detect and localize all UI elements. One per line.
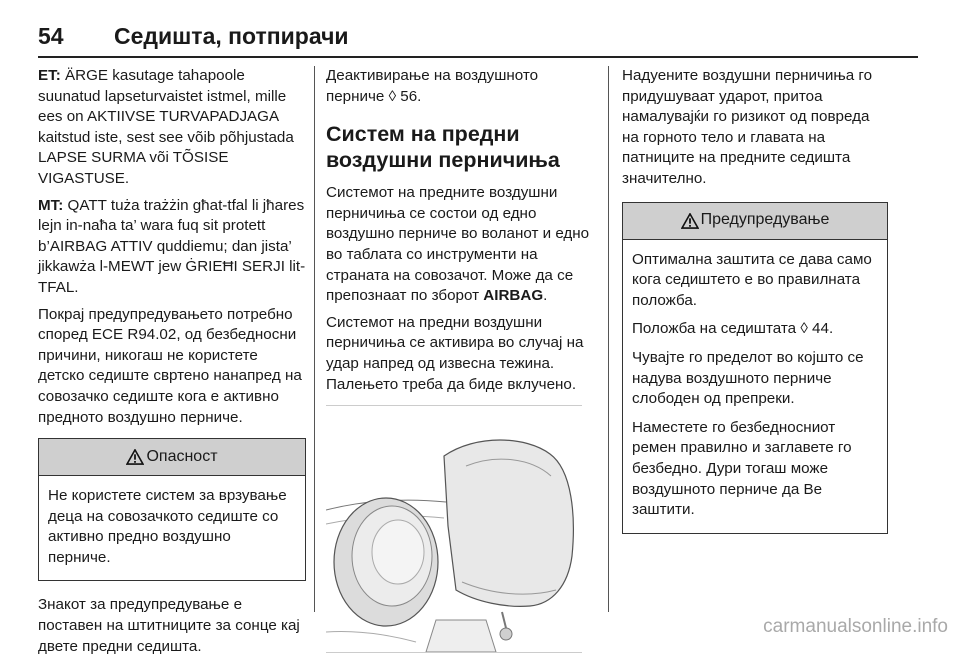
maltese-warning <box>38 196 306 299</box>
inflation-paragraph: Надуените воздушни перничиња го придушуваат ударот, притоа намалувајќи го ризикот од повреда на горното тело и главата на патниците на предните седишта значително. <box>622 67 873 187</box>
ece-paragraph: Покрај предупредувањето потребно според ECE R94.02, од безбедносни причини, никогаш не користете детско седиште свртено нанапред на совозачко седиште кога е активно предното воздушно перниче. <box>38 305 302 426</box>
danger-box-text: Не користете систем за врзување деца на совозачкото седиште со активно предно воздушно перниче. <box>48 487 287 566</box>
watermark: carmanualsonline.info <box>763 616 948 637</box>
lang-code-mt: MT: <box>38 196 64 214</box>
mt-text: QATT tuża trażżin għat-tfal li jħares lejn in-naħa ta’ wara fuq sit protett b’AIRBAG ATTIV quddiemu; dan jista’ jikkawża l-MEWT jew ĠRIEĦI SERJI lit-TFAL. <box>38 196 306 296</box>
column-right <box>622 66 888 548</box>
estonian-warning <box>38 66 306 190</box>
warning-triangle-icon <box>681 213 699 229</box>
danger-box-title: Опасност <box>146 447 218 465</box>
et-text: ÄRGE kasutage tahapoole suunatud lapseturvaistet istmel, mille ees on AKTIIVSE TURVAPADJAGA kaitstud iste, sest see võib põhjustada LAPSE SURMA või TÕSISE VIGASTUSE. <box>38 67 294 187</box>
page-number: 54 <box>38 23 64 49</box>
airbag-drawing <box>326 406 582 652</box>
warning-box-title: Предупредување <box>700 211 830 229</box>
warning-box <box>622 202 888 534</box>
danger-box-header <box>39 439 305 476</box>
column-divider <box>608 66 609 612</box>
airbag-activation-paragraph: Системот на предни воздушни перничиња се активира во случај на удар напред од извесна тежина. Палењето треба да биде вклучено. <box>326 313 584 393</box>
warning-box-header <box>623 203 887 240</box>
sun-visor-paragraph: Знакот за предупредување е поставен на штитниците за сонце кај двете предни седишта. <box>38 596 300 655</box>
airbag-word: AIRBAG <box>483 287 544 305</box>
airbag-illustration <box>326 405 582 653</box>
column-middle <box>326 66 594 653</box>
warning-text-1: Оптимална заштита се дава само кога седиштето е во правилната положба. <box>632 250 872 309</box>
section-heading: Систем на предни воздушни перничиња <box>326 122 560 173</box>
warning-text-2: Положба на седиштата ◊ 44. <box>632 320 834 338</box>
airbag-system-description: Системот на предните воздушни перничиња се состои од едно воздушно перниче во воланот и едно во таблата со инструменти на страната на совозачот. Може да се препознаат по зборот AIRBAG. <box>326 184 590 305</box>
warning-text-4: Наместете го безбедносниот ремен правилно и заглавете го безбедно. Дури тогаш може воздушното перниче да Ве заштити. <box>632 418 852 519</box>
danger-box <box>38 438 306 581</box>
page-header <box>38 22 918 58</box>
warning-text-3: Чувајте го пределот во којшто се надува воздушното перниче слободен од препреки. <box>632 348 864 408</box>
section-title: Седишта, потпирачи <box>114 23 349 49</box>
column-divider <box>314 66 315 612</box>
lang-code-et: ET: <box>38 67 61 84</box>
column-left <box>38 66 306 663</box>
warning-triangle-icon <box>126 449 144 465</box>
deactivation-reference: Деактивирање на воздушното перниче ◊ 56. <box>326 67 539 105</box>
